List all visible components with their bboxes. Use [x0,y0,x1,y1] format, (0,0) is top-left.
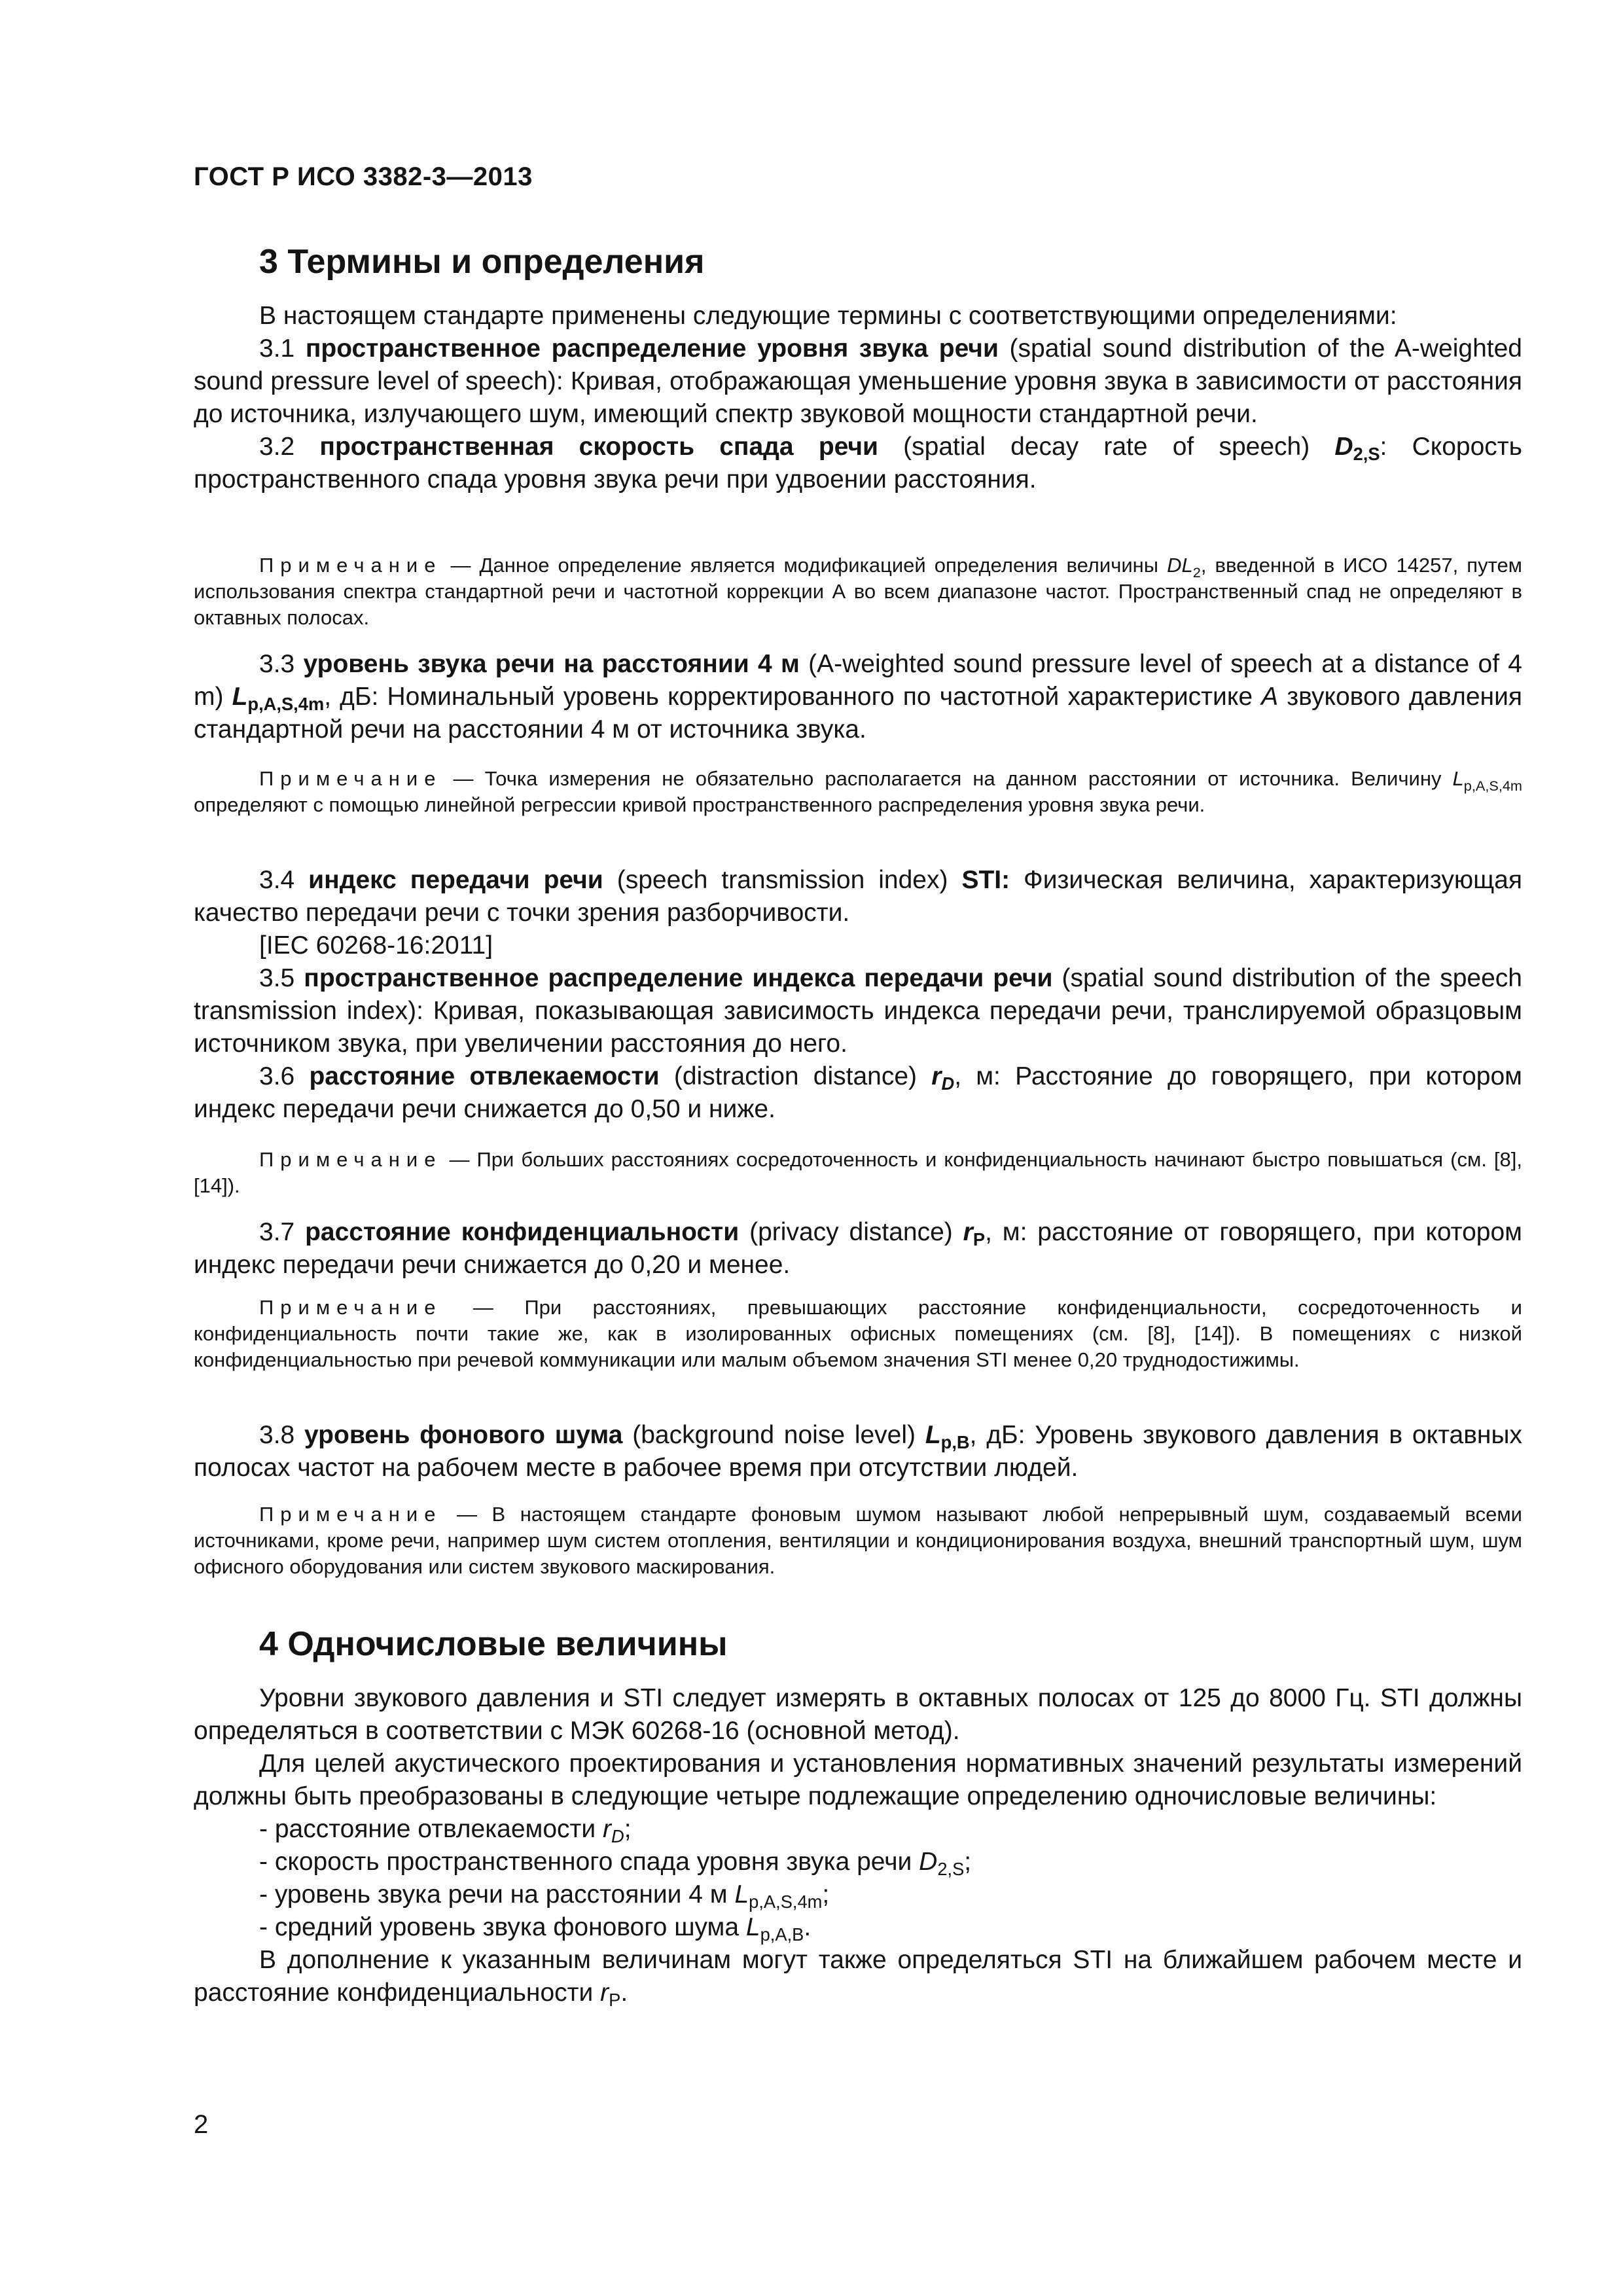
page-number: 2 [194,2110,209,2139]
term-3-4-reference: [IEC 60268-16:2011] [259,931,493,960]
term-3-8: 3.8 уровень фонового шума (background noise level) $L_{p,B}$, дБ: Уровень звукового давления в октавных полосах частот на рабочем месте в рабочее время при отсутствии людей. [194,1421,1523,1482]
section-4-paragraph-3: В дополнение к указанным величинам могут также определяться STI на ближайшем рабочем месте и расстояние конфиденциальности $r_P$. [194,1946,1522,2010]
section-3-title: 3 Термины и определения [259,243,705,281]
note-3-8: Примечание — В настоящем стандарте фоновым шумом называют любой непрерывный шум, создаваемый всеми источниками, кроме речи, например шум систем отопления, вентиляции и кондиционирования воздуха, внешний транспортный шум, шум офисного оборудования или систем звукового маскирования. [194,1503,1522,1578]
terms-3-4-to-3-6 [194,864,1522,1126]
list-item-distraction-distance: - расстояние отвлекаемости $r_D$; [259,1815,632,1846]
term-3-7: 3.7 расстояние конфиденциальности (privacy distance) $r_P$, м: расстояние от говорящего, при котором индекс передачи речи снижается до 0,20 и менее. [194,1218,1522,1279]
term-3-3-block [194,648,1522,746]
term-3-1: 3.1 пространственное распределение уровня звука речи (spatial sound distribution of the A-weighted sound pressure level of speech): Кривая, отображающая уменьшение уровня звука в зависимости от расстояния до источника, излучающего шум, имеющий спектр звуковой мощности стандартной речи. [194,334,1522,428]
list-item-speech-level-4m: - уровень звука речи на расстоянии 4 м $L_{p,A,S,4m}$; [259,1880,830,1912]
term-3-5: 3.5 пространственное распределение индекса передачи речи (spatial sound distribution of the speech transmission index): Кривая, показывающая зависимость индекса передачи речи, транслируемой образцовым источником звука, при увеличении расстояния до него. [194,964,1522,1058]
section-4-body [194,1682,1522,2009]
term-3-2: 3.2 пространственная скорость спада речи (spatial decay rate of speech) $D_{2,S}$: Скорость пространственного спада уровня звука речи при удвоении расстояния. [194,433,1522,493]
term-3-7-block [194,1216,1522,1282]
section-4-title: 4 Одночисловые величины [259,1625,728,1663]
note-3-2: Примечание — Данное определение является модификацией определения величины $DL_2$, введенной в ИСО 14257, путем использования спектра стандартной речи и частотной коррекции А во всем диапазоне частот. Пространственный спад не определяют в октавных полосах. [194,554,1522,629]
section-4-paragraph-2: Для целей акустического проектирования и установления нормативных значений результаты измерений должны быть преобразованы в следующие четыре подлежащие определению одночисловые величины: [194,1749,1522,1810]
section-4-paragraph-1: Уровни звукового давления и STI следует измерять в октавных полосах от 125 до 8000 Гц. STI должны определяться в соответствии с МЭК 60268-16 (основной метод). [194,1684,1522,1745]
term-3-4: 3.4 индекс передачи речи (speech transmission index) STI: Физическая величина, характеризующая качество передачи речи с точки зрения разборчивости. [194,866,1522,927]
list-item-spatial-decay-rate: - скорость пространственного спада уровня звука речи $D_{2,S}$; [259,1848,972,1879]
section-3-intro: В настоящем стандарте применены следующие термины с соответствующими определениями: [259,302,1397,330]
note-3-7: Примечание — При расстояниях, превышающих расстояние конфиденциальности, сосредоточенность и конфиденциальность почти такие же, как в изолированных офисных помещениях (см. [8], [14]). В помещениях с низкой конфиденциальностью при речевой коммуникации или малым объемом значения STI менее 0,20 труднодостижимы. [194,1296,1522,1371]
section-3-definitions-part1 [194,300,1522,496]
term-3-6: 3.6 расстояние отвлекаемости (distraction distance) $r_D$, м: Расстояние до говорящего, при котором индекс передачи речи снижается до 0,50 и ниже. [194,1062,1522,1123]
note-3-3: Примечание — Точка измерения не обязательно располагается на данном расстоянии от источника. Величину $L_{p,A,S,4m}$ определяют с помощью линейной регрессии кривой пространственного распределения уровня звука речи. [194,767,1522,816]
term-3-8-block [194,1419,1522,1484]
note-3-6: Примечание — При больших расстояниях сосредоточенность и конфиденциальность начинают быстро повышаться (см. [8], [14]). [194,1148,1522,1197]
document-header: ГОСТ Р ИСО 3382-3—2013 [194,162,533,191]
term-3-3: 3.3 уровень звука речи на расстоянии 4 м (A-weighted sound pressure level of speech at a distance of 4 m) $L_{p,A,S,4m}$, дБ: Номинальный уровень корректированного по частотной характеристике А звукового давления стандартной речи на расстоянии 4 м от источника звука. [194,650,1522,744]
list-item-background-noise: - средний уровень звука фонового шума $L_{p,A,B}$. [259,1913,812,1945]
